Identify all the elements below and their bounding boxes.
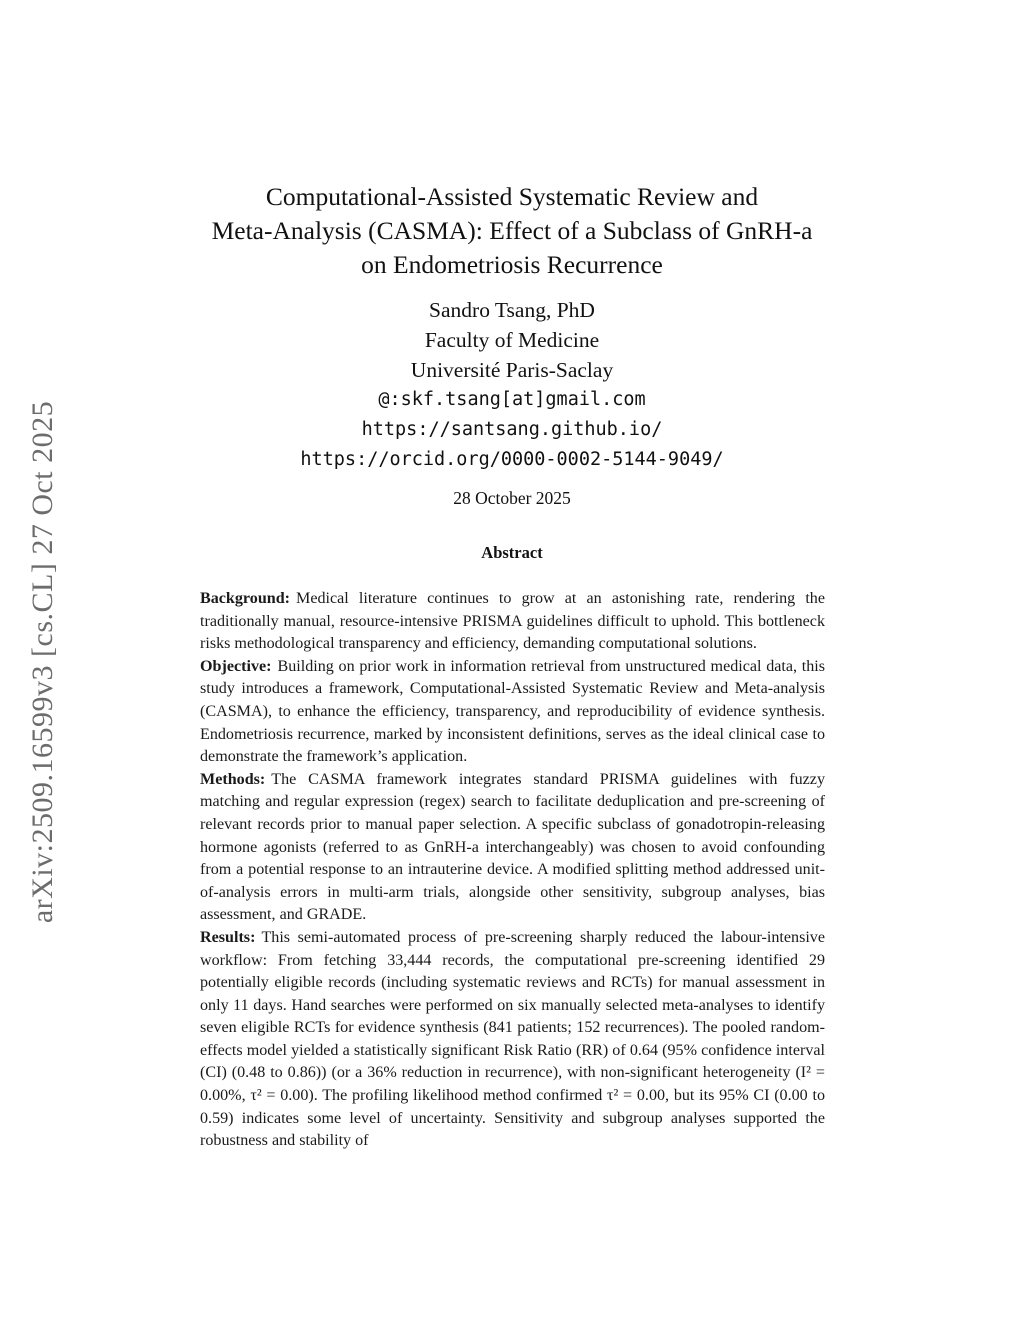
abstract-background <box>200 588 825 656</box>
author-university: Université Paris-Saclay <box>410 358 614 382</box>
arxiv-identifier-stamp: arXiv:2509.16599v3 [cs.CL] 27 Oct 2025 <box>26 400 59 924</box>
author-block <box>100 295 924 475</box>
author-website-link[interactable]: https://santsang.github.io/ <box>361 419 663 440</box>
title-line: Meta-Analysis (CASMA): Effect of a Subclass of GnRH-a <box>211 216 813 245</box>
section-text: Building on prior work in information retrieval from unstructured medical data, this study introduces a framework, Computational-Assisted Systematic Review and Meta-analysis (CASMA), to enhance the efficiency, transparency, and reproducibility of evidence synthesis. Endometriosis recurrence, marked by inconsistent definitions, serves as the ideal clinical case to demonstrate the framework’s application. <box>200 657 825 766</box>
section-label: Methods: <box>200 770 266 788</box>
section-text: The CASMA framework integrates standard PRISMA guidelines with fuzzy matching and regular expression (regex) search to facilitate deduplication and pre-screening of relevant records prior to manual paper selection. A specific subclass of gonadotropin-releasing hormone agonists (referred to as GnRH-a interchangeably) was chosen to avoid confounding from a potential response to an intrauterine device. A modified splitting method addressed unit-of-analysis errors in multi-arm trials, alongside other sensitivity, subgroup analyses, bias assessment, and GRADE. <box>200 770 825 924</box>
abstract-methods <box>200 769 825 927</box>
title-line: Computational-Assisted Systematic Review and <box>265 182 759 211</box>
title-line: on Endometriosis Recurrence <box>361 250 663 279</box>
section-label: Results: <box>200 928 256 946</box>
abstract-objective <box>200 656 825 769</box>
abstract-body <box>200 588 825 1153</box>
abstract-results <box>200 927 825 1153</box>
section-text: Medical literature continues to grow at an astonishing rate, rendering the traditionally manual, resource-intensive PRISMA guidelines difficult to uphold. This bottleneck risks methodological transparency and efficiency, demanding computational solutions. <box>200 590 825 653</box>
author-faculty: Faculty of Medicine <box>424 328 600 352</box>
author-name: Sandro Tsang, PhD <box>429 298 595 322</box>
paper-title <box>100 180 924 282</box>
abstract-heading: Abstract <box>481 543 543 562</box>
author-orcid-link[interactable]: https://orcid.org/0000-0002-5144-9049/ <box>300 449 724 470</box>
author-email[interactable]: @:skf.tsang[at]gmail.com <box>378 389 646 410</box>
section-label: Background: <box>200 590 291 607</box>
section-label: Objective: <box>200 657 272 675</box>
paper-date: 28 October 2025 <box>453 488 571 508</box>
section-text: This semi-automated process of pre-screening sharply reduced the labour-intensive workflow: From fetching 33,444 records, the computational pre-screening identified 29 potentially eligible records (including systematic reviews and RCTs) for manual assessment in only 11 days. Hand searches were performed on six manually selected meta-analyses to identify seven eligible RCTs for evidence synthesis (841 patients; 152 recurrences). The pooled random-effects model yielded a statistically significant Risk Ratio (RR) of 0.64 (95% confidence interval (CI) (0.48 to 0.86)) (or a 36% reduction in recurrence), with non-significant heterogeneity (I² = 0.00%, τ² = 0.00). The profiling likelihood method confirmed τ² = 0.00, but its 95% CI (0.00 to 0.59) indicates some level of uncertainty. Sensitivity and subgroup analyses supported the robustness and stability of <box>200 928 825 1150</box>
